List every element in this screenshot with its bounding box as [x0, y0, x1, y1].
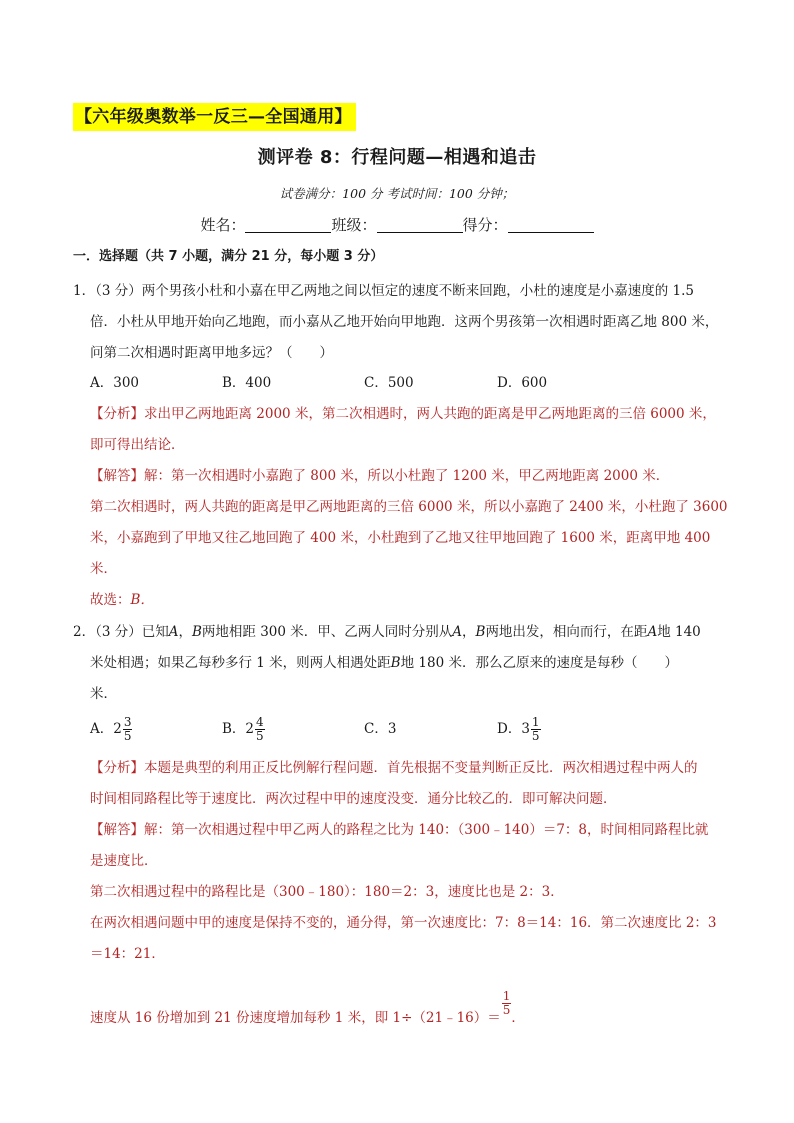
q2-text: ． — [511, 1010, 525, 1026]
q2-text: 地 180 米．那么乙原来的速度是每秒（ ） — [400, 655, 678, 671]
fraction-numerator: 1 — [502, 989, 511, 1003]
q2-option-d — [497, 716, 541, 743]
q1-solution-line: 第二次相遇时，两人共跑的距离是甲乙两地距离的三倍 6000 米，所以小嘉跑了 2400 米，小杜跑了 3600 — [90, 499, 728, 515]
q2-solution-line: 第二次相遇过程中的路程比是（300﹣180）：180＝2：3，速度比也是 2：3． — [90, 884, 564, 900]
q1-answer-value: B． — [130, 592, 154, 608]
q2-var: B — [390, 655, 401, 671]
option-label: D． — [497, 721, 522, 737]
q2-var: A — [452, 624, 463, 640]
mixed-whole: 2 — [245, 721, 255, 737]
name-blank — [245, 216, 331, 233]
name-label: 姓名： — [200, 216, 246, 234]
q2-solution-last-line — [90, 990, 525, 1028]
q1-option-b: B．400 — [222, 375, 272, 391]
score-blank — [508, 216, 594, 233]
fraction-numerator: 4 — [256, 715, 264, 729]
fraction-denominator: 5 — [531, 729, 540, 743]
q2-text: 地 140 — [657, 624, 701, 640]
grade-badge: 【六年级奥数举一反三—全国通用】 — [73, 103, 356, 131]
class-blank — [377, 216, 463, 233]
q2-var: B — [191, 624, 202, 640]
q2-text: ， — [178, 624, 192, 640]
q2-var: A — [168, 624, 179, 640]
q1-solution-line: 【解答】解：第一次相遇时小嘉跑了 800 米，所以小杜跑了 1200 米，甲乙两地距离 2000 米． — [90, 468, 670, 484]
q1-answer — [90, 590, 154, 610]
fraction-denominator: 5 — [502, 1003, 511, 1017]
q1-stem-line: 倍．小杜从甲地开始向乙地跑，而小嘉从乙地开始向甲地跑．这两个男孩第一次相遇时距离乙地 800 米， — [90, 314, 719, 330]
q2-option-b — [222, 716, 265, 743]
option-label: A． — [90, 721, 114, 737]
fraction-denominator: 5 — [256, 729, 264, 743]
q2-stem-line — [90, 653, 678, 673]
q1-option-d: D．600 — [497, 375, 548, 391]
fraction — [123, 716, 133, 743]
q1-option-a: A．300 — [90, 375, 140, 391]
fraction — [531, 716, 541, 743]
q1-solution-line: 米，小嘉跑到了甲地又往乙地回跑了 400 米，小杜跑到了乙地又往甲地回跑了 1600 米，距离甲地 400 — [90, 530, 711, 546]
q2-stem-line: 米． — [90, 686, 117, 702]
q1-analysis-line: 【分析】求出甲乙两地距离 2000 米，第二次相遇时，两人共跑的距离是甲乙两地距离的三倍 6000 米， — [90, 406, 716, 422]
q2-solution-line: 是速度比． — [90, 853, 158, 869]
q2-analysis-line: 【分析】本题是典型的利用正反比例解行程问题．首先根据不变量判断正反比．两次相遇过程中两人的 — [90, 760, 698, 776]
q1-stem-line: 问第二次相遇时距离甲地多远？（ ） — [90, 345, 333, 361]
q1-solution-line: 米． — [90, 561, 117, 577]
q2-option-c — [364, 719, 396, 739]
q2-solution-line: 【解答】解：第一次相遇过程中甲乙两人的路程之比为 140：（300﹣140）＝7：8，时间相同路程比就 — [90, 822, 709, 838]
q2-solution-line: ＝14：21． — [90, 946, 165, 962]
q2-var: A — [647, 624, 658, 640]
q2-text: 速度从 16 份增加到 21 份速度增加每秒 1 米，即 1÷（21﹣16）＝ — [90, 1010, 501, 1026]
fraction — [502, 990, 512, 1017]
section-heading: 一．选择题（共 7 小题，满分 21 分，每小题 3 分） — [73, 249, 384, 264]
q2-solution-line: 在两次相遇问题中甲的速度是保持不变的，通分得，第一次速度比：7：8＝14：16．第二次速度比 2：3 — [90, 915, 717, 931]
q1-answer-prefix: 故选： — [90, 592, 131, 608]
q2-stem-line — [73, 622, 701, 642]
q2-text: 两地相距 300 米．甲、乙两人同时分别从 — [201, 624, 453, 640]
page-title: 测评卷 8：行程问题—相遇和追击 — [257, 147, 537, 168]
q1-stem-line: 1．（3 分）两个男孩小杜和小嘉在甲乙两地之间以恒定的速度不断来回跑，小杜的速度是小嘉速度的 1.5 — [73, 283, 694, 299]
q2-option-a — [90, 716, 132, 743]
fraction-numerator: 3 — [123, 715, 132, 729]
q2-text: ， — [462, 624, 476, 640]
fraction-denominator: 5 — [123, 729, 132, 743]
q1-option-c: C．500 — [364, 375, 414, 391]
q1-analysis-line: 即可得出结论． — [90, 437, 185, 453]
option-value: 3 — [387, 721, 397, 737]
student-info-row — [0, 214, 794, 236]
q2-text: 两地出发，相向而行，在距 — [485, 624, 648, 640]
q2-text: 米处相遇；如果乙每秒多行 1 米，则两人相遇处距 — [90, 655, 391, 671]
score-label: 得分： — [462, 216, 508, 234]
fraction-numerator: 1 — [531, 715, 540, 729]
option-label: B． — [222, 721, 246, 737]
class-label: 班级： — [331, 216, 377, 234]
option-label: C． — [364, 721, 388, 737]
q2-var: B — [475, 624, 486, 640]
q2-analysis-line: 时间相同路程比等于速度比．两次过程中甲的速度没变．通分比较乙的．即可解决问题． — [90, 791, 617, 807]
mixed-whole: 3 — [521, 721, 530, 737]
q2-text: 2．（3 分）已知 — [73, 624, 169, 640]
exam-info-line: 试卷满分：100 分 考试时间：100 分钟； — [279, 186, 515, 201]
fraction — [255, 716, 265, 743]
mixed-whole: 2 — [113, 721, 122, 737]
